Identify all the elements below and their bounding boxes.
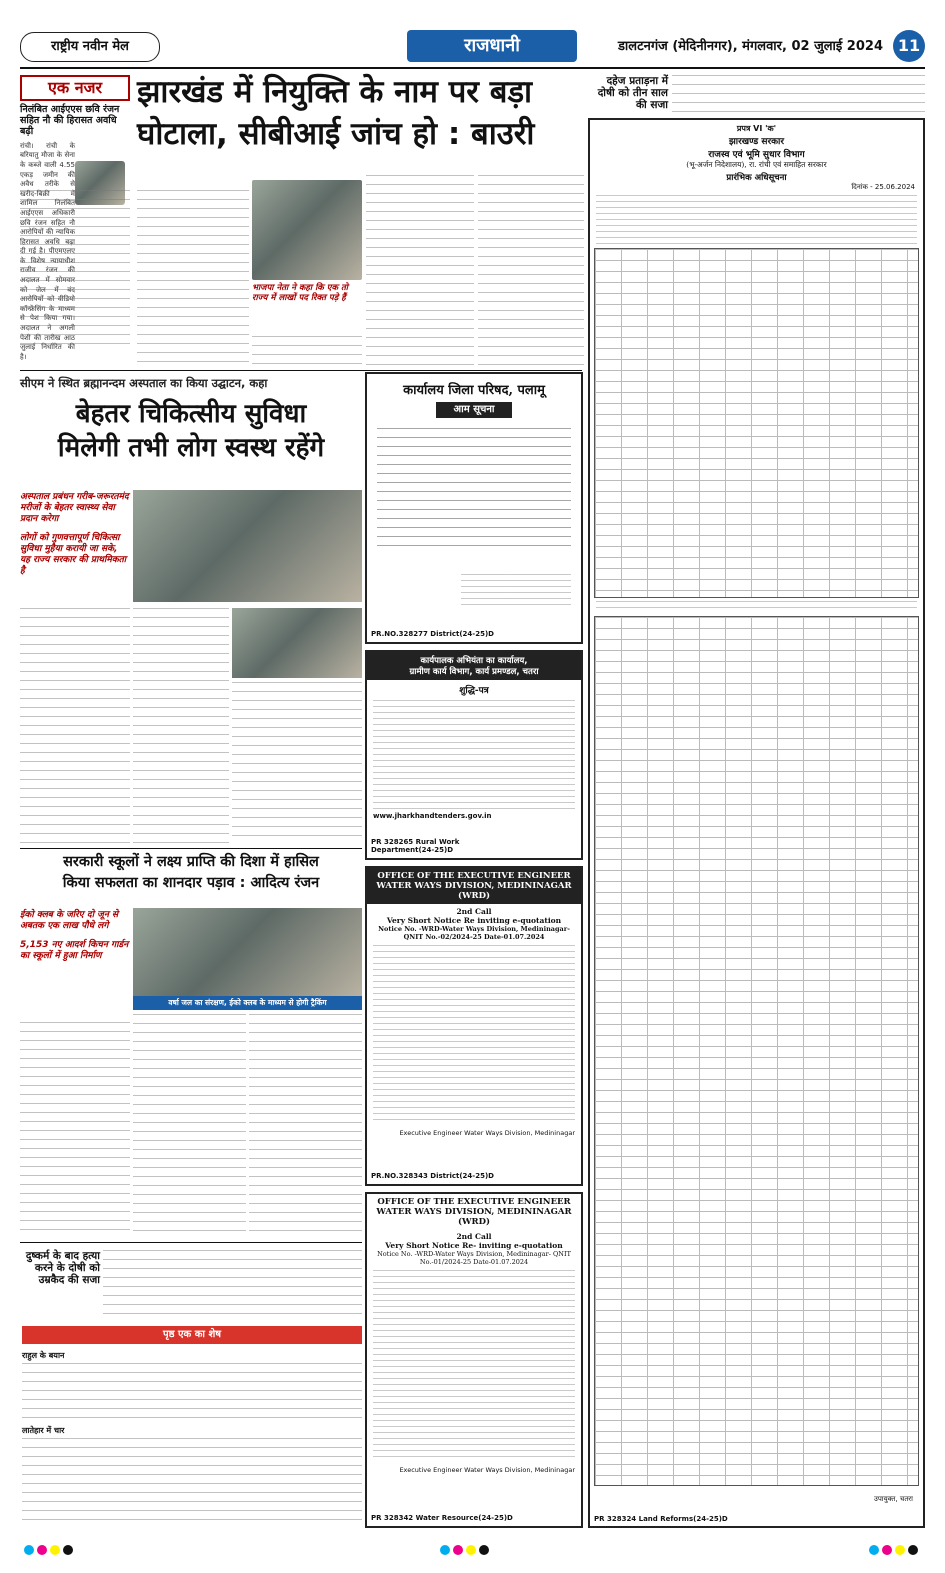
land-title-1: झारखण्ड सरकार [728,137,785,147]
wrd1-call: 2nd Call [456,907,492,916]
ek-nazar-box [20,75,130,365]
rape-case-headline: दुष्कर्म के बाद हत्या करने के दोषी को उम्रकैद की सजा [25,1250,100,1287]
wrd2-body [373,1270,575,1460]
color-mark [882,1545,892,1555]
hospital-bullets [20,492,130,602]
schools-bullet-1: ईको क्लब के जरिए दो जून से अबतक एक लाख पौधे लगे [20,910,119,931]
schools-bullets [20,910,130,1020]
land-table-separator [596,601,917,613]
color-registration-bar [20,1538,925,1552]
zila-parishad-pr: PR.NO.328277 District(24-25)D [371,630,494,638]
hospital-headline [20,400,362,482]
wrd1-title: OFFICE OF THE EXECUTIVE ENGINEER WATER WAYS DIVISION, MEDININAGAR (WRD) [367,868,581,904]
rape-case-body [103,1250,362,1320]
color-mark [440,1545,450,1555]
karya-title-2: ग्रामीण कार्य विभाग, कार्य प्रमण्डल, चतरा [409,667,539,677]
karya-subtitle: शुद्धि-पत्र [459,686,489,696]
dowry-headline: दहेज प्रताड़ना में दोषी को तीन साल की सजा [597,75,668,112]
wrd1-pr: PR.NO.328343 District(24-25)D [371,1172,494,1180]
land-form-label: प्रपत्र VI 'क' [736,124,777,133]
hospital-bullet-2: लोगों को गुणवत्तापूर्ण चिकित्सा सुविधा मुहैया करायी जा सके, यह राज्य सरकार की प्राथमिकता है [20,533,127,576]
schools-headline-line2: किया सफलता का शानदार पड़ाव : आदित्य रंजन [62,874,320,891]
color-mark [37,1545,47,1555]
hospital-body-col2 [133,608,229,843]
color-mark [895,1545,905,1555]
zila-parishad-body [377,428,571,548]
dateline: डालटनगंज (मेदिनीनगर), मंगलवार, 02 जुलाई 2024 [617,39,883,54]
schools-body-col2 [133,1014,246,1237]
ek-nazar-body-lines [20,190,130,350]
karya-website: www.jharkhandtenders.gov.in [373,812,492,820]
ek-nazar-label: एक नजर [20,75,130,101]
zila-parishad-signoff [461,574,571,610]
schools-photo-banner: वर्षा जल का संरक्षण, ईको क्लब के माध्यम से होगी ट्रैकिंग [133,996,362,1010]
continued-band: पृष्ठ एक का शेष [22,1326,362,1344]
schools-bullet-2: 5,153 नए आदर्श किचन गार्डन का स्कूलों में हुआ निर्माण [20,940,129,961]
wrd2-pr: PR 328342 Water Resource(24-25)D [371,1514,513,1522]
land-subtitle: प्रारंभिक अधिसूचना [726,173,787,183]
rule-under-lead [20,370,582,371]
schools-headline [20,854,362,904]
land-notice [588,118,925,1528]
lead-body-col4 [478,175,584,365]
masthead-rule [20,67,925,69]
wrd2-title: OFFICE OF THE EXECUTIVE ENGINEER WATER WAYS DIVISION, MEDININAGAR (WRD) [376,1197,572,1227]
lead-body-under-photo [252,336,362,366]
color-marks-left [24,1540,76,1559]
continued-body [22,1350,362,1530]
wrd2-call: 2nd Call [456,1232,492,1241]
land-table-2 [594,616,919,1486]
color-mark [453,1545,463,1555]
rule-under-schools [20,1242,362,1243]
hospital-kicker: सीएम ने स्थित ब्रह्मानन्दम अस्पताल का किया उद्घाटन, कहा [20,376,268,390]
color-mark [479,1545,489,1555]
hospital-body-col3 [232,682,362,843]
wrd1-signoff: Executive Engineer Water Ways Division, Medininagar [399,1129,575,1137]
karya-title [367,652,581,680]
hospital-bullet-1: अस्पताल प्रबंधन गरीब-जरूरतमंद मरीजों के बेहतर स्वास्थ्य सेवा प्रदान करेगा [20,492,129,524]
rape-case-headline-box [20,1250,100,1320]
color-mark [63,1545,73,1555]
land-pr: PR 328324 Land Reforms(24-25)D [594,1515,728,1523]
hospital-body-col1 [20,608,130,843]
hospital-photo-2 [232,608,362,678]
lead-headline [137,75,584,185]
page-number: 11 [893,30,925,62]
lead-photo-caption: भाजपा नेता ने कहा कि एक तो राज्य में लाखों पद रिक्त पड़े हैं [252,283,348,303]
lead-photo [252,180,362,280]
karya-body [373,700,575,810]
lead-photo-block [252,180,362,330]
wrd-notice-2 [365,1192,583,1528]
wrd1-notice-no: Notice No. -WRD-Water Ways Division, Medininagar- QNIT No.-02/2024-25 Date-01.07.2024 [378,925,570,941]
wrd1-body [373,945,575,1125]
wrd2-signoff: Executive Engineer Water Ways Division, Medininagar [399,1466,575,1474]
rule-under-hospital [20,848,362,849]
karya-notice [365,650,583,860]
land-table-1 [594,248,919,598]
lead-headline-line2: घोटाला, सीबीआई जांच हो : बाउरी [137,115,535,152]
dowry-body [672,75,925,120]
zila-parishad-notice [365,372,583,644]
schools-photo [133,908,362,996]
continued-body-2 [22,1438,362,1528]
schools-photo-block [133,908,362,1010]
zila-parishad-subtitle: आम सूचना [436,402,512,418]
color-mark [50,1545,60,1555]
wrd1-subtitle: Very Short Notice Re inviting e-quotation [386,916,562,925]
color-mark [24,1545,34,1555]
wrd2-subtitle: Very Short Notice Re- inviting e-quotation [385,1241,563,1250]
color-mark [869,1545,879,1555]
continued-body-1 [22,1363,362,1423]
lead-body-col3 [366,175,474,365]
land-title-3: (भू-अर्जन निदेशालय), रा. रांची एवं समाहित सरकार [686,160,827,169]
hospital-kicker-box [20,376,362,396]
continued-subhead-1: राहुल के बयान [22,1351,65,1360]
schools-body-col1 [20,1022,130,1237]
wrd-notice-1 [365,866,583,1186]
karya-pr: PR 328265 Rural Work Department(24-25)D [371,838,460,854]
continued-subhead-2: लातेहार में चार [22,1426,65,1435]
ek-nazar-headline: निलंबित आईएएस छवि रंजन सहित नौ की हिरासत अवधि बढ़ी [20,104,120,137]
karya-title-1: कार्यपालक अभियंता का कार्यालय, [420,656,528,666]
ek-nazar-body-part1: रांची। रांची के बरियातु मौजा के सेना के कब्जे वाली 4.55 एकड़ जमीन की अवैध तरीके से खरीद-बिक्री में शामिल निलंबित आईएएस अधिकारी छवि रंजन सहित नौ आरोपियों की न्यायिक हिरासत अवधि बढ़ा दी गई है। पीएमएलए के विशेष न्यायाधीश राजीव रंजन की अदालत में सोमवार को जेल में बंद आरोपियों को वीडियो कॉन्फ्रेंसिंग के माध्यम से पेश किया गया। अदालत ने अगली पेशी की तारीख आठ जुलाई निर्धारित की है। [20,141,75,361]
color-mark [908,1545,918,1555]
hospital-headline-line1: बेहतर चिकित्सीय सुविधा [75,399,307,429]
wrd2-notice-no: Notice No. -WRD-Water Ways Division, Medininagar- QNIT No.-01/2024-25 Date-01.07.2024 [377,1250,571,1266]
zila-parishad-title: कार्यालय जिला परिषद, पलामू [403,383,545,398]
hospital-headline-line2: मिलेगी तभी लोग स्वस्थ रहेंगे [57,432,325,463]
color-marks-right [869,1540,921,1559]
hospital-photo-1 [133,490,362,602]
section-label: राजधानी [407,30,577,62]
schools-body-col3 [249,1014,362,1237]
color-marks-middle [440,1540,492,1559]
lead-headline-line1: झारखंड में नियुक्ति के नाम पर बड़ा [137,74,533,110]
land-signoff: उपायुक्त, चतरा [874,1495,913,1503]
land-preamble [596,195,917,245]
schools-headline-line1: सरकारी स्कूलों ने लक्ष्य प्राप्ति की दिशा में हासिल [63,854,319,870]
masthead [20,30,925,64]
newspaper-brand: राष्ट्रीय नवीन मेल [20,32,160,62]
land-date: दिनांक - 25.06.2024 [851,183,915,191]
lead-body-col1 [137,190,249,365]
color-mark [466,1545,476,1555]
land-title-2: राजस्व एवं भूमि सुधार विभाग [708,150,805,160]
